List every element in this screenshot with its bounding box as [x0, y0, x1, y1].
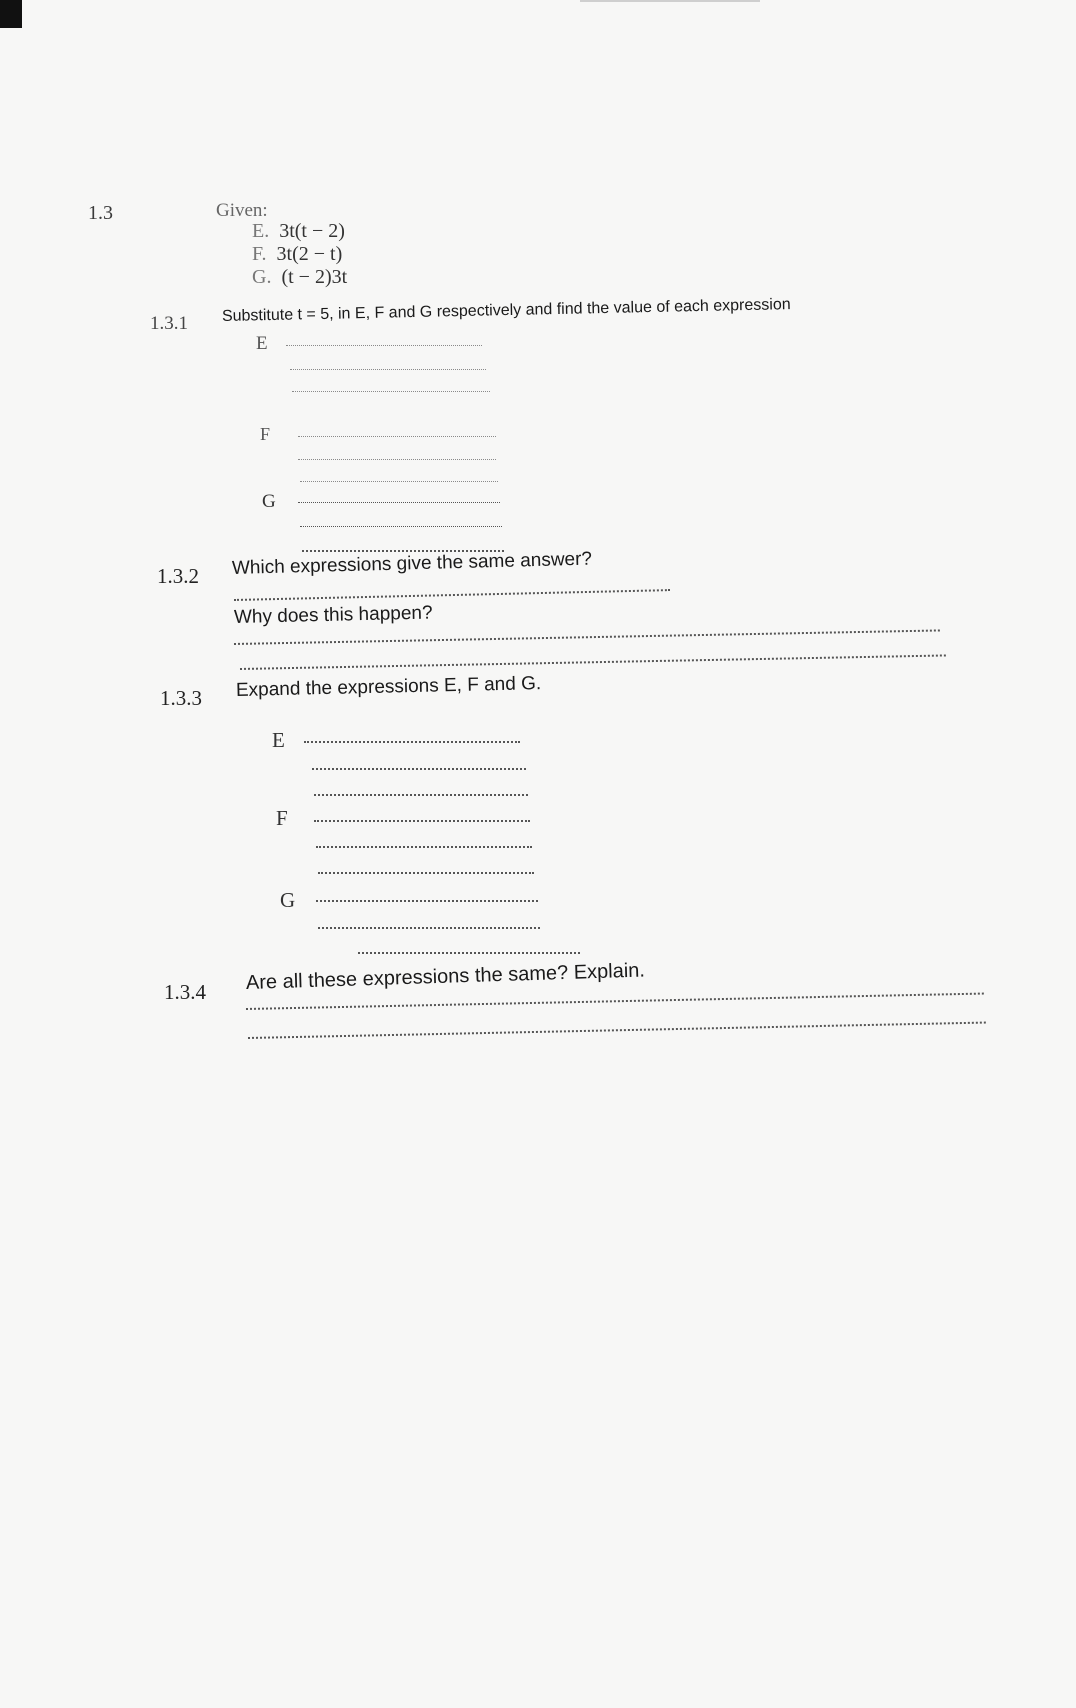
expression-f-value: 3t(2 − t)	[276, 243, 343, 265]
answer-line	[314, 794, 528, 796]
answer-line	[316, 900, 538, 902]
question-followup-1-3-2: Why does this happen?	[233, 602, 433, 628]
scan-corner-mark	[0, 0, 22, 28]
answer-line	[298, 436, 496, 437]
answer-label-g-1: G	[262, 491, 276, 512]
scan-edge-line	[580, 0, 760, 2]
answer-line	[240, 654, 946, 670]
answer-line	[318, 872, 534, 874]
question-text-1-3-4: Are all these expressions the same? Explain.	[245, 959, 646, 994]
answer-label-e-2: E	[272, 728, 285, 752]
answer-line	[286, 345, 482, 346]
expression-e-label: E.	[252, 220, 270, 242]
expression-g-label: G.	[252, 266, 272, 288]
expression-f-label: F.	[252, 243, 267, 265]
expression-g	[252, 266, 347, 289]
expression-e-value: 3t(t − 2)	[279, 220, 345, 242]
question-text-1-3-2: Which expressions give the same answer?	[231, 548, 593, 579]
question-text-1-3-3: Expand the expressions E, F and G.	[235, 673, 542, 701]
question-text-1-3-1: Substitute t = 5, in E, F and G respectively and find the value of each expression	[221, 296, 791, 325]
answer-label-g-2: G	[280, 888, 296, 912]
answer-line	[246, 993, 984, 1010]
answer-label-f-1: F	[260, 424, 271, 444]
answer-line	[298, 459, 496, 460]
question-number-1-3-2: 1.3.2	[157, 564, 199, 588]
answer-line	[300, 481, 498, 482]
answer-line	[300, 526, 502, 527]
given-label: Given:	[216, 200, 268, 221]
answer-line	[234, 589, 670, 601]
answer-line	[314, 820, 530, 822]
answer-line	[318, 927, 540, 929]
question-number-1-3-1: 1.3.1	[150, 313, 188, 334]
expression-g-value: (t − 2)3t	[281, 266, 348, 288]
answer-line	[290, 369, 486, 370]
expression-f	[252, 243, 342, 266]
question-number-1-3-4: 1.3.4	[164, 980, 206, 1004]
answer-line	[298, 502, 500, 503]
answer-line	[304, 741, 520, 743]
answer-line	[248, 1022, 986, 1039]
answer-line	[292, 391, 490, 392]
expression-e	[252, 220, 345, 243]
answer-label-e-1: E	[256, 333, 268, 354]
answer-line	[312, 768, 526, 770]
answer-line	[234, 629, 940, 645]
answer-line	[358, 952, 580, 954]
answer-line	[316, 846, 532, 848]
answer-label-f-2: F	[276, 806, 288, 830]
question-number-1-3-3: 1.3.3	[160, 686, 202, 710]
section-number: 1.3	[88, 202, 113, 224]
